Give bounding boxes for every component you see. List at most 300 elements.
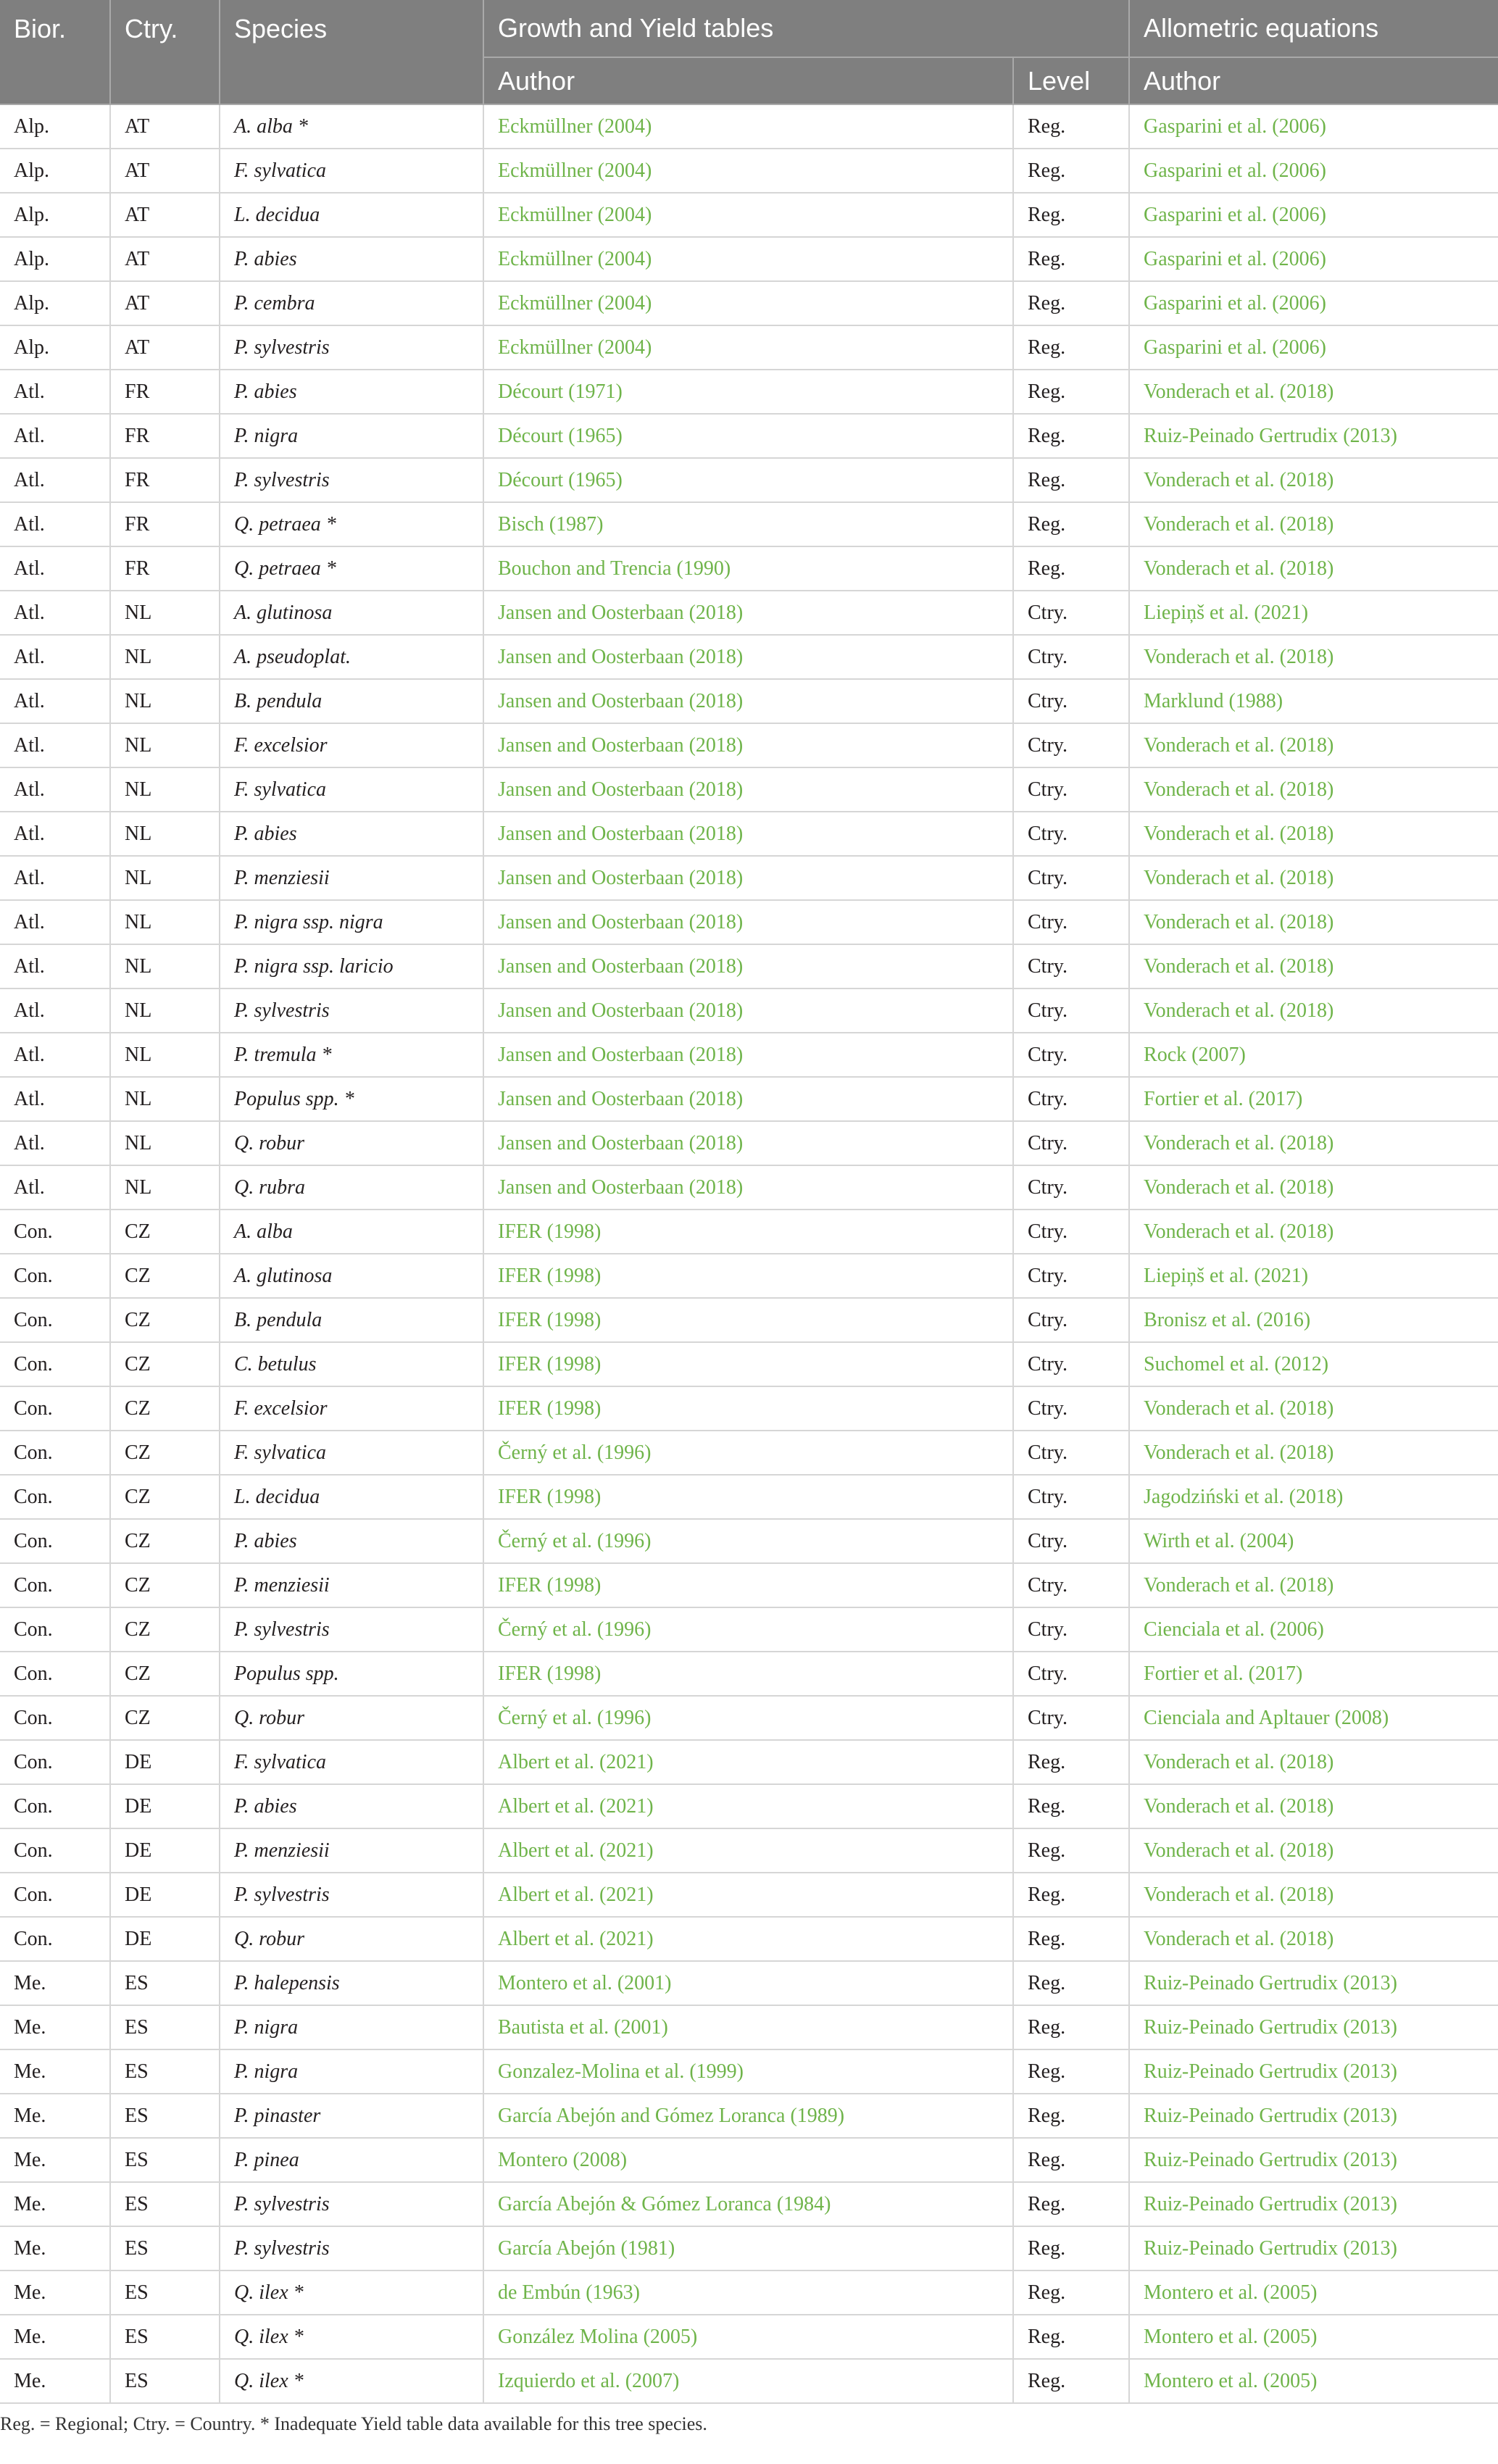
cell-level: Reg. bbox=[1013, 1784, 1129, 1828]
cell-growth-yield-author bbox=[483, 546, 1013, 591]
table-row bbox=[0, 1828, 1498, 1873]
cell-level: Ctry. bbox=[1013, 767, 1129, 812]
cell-level: Reg. bbox=[1013, 149, 1129, 193]
allometric-reference-link[interactable]: Vonderach et al. (2018) bbox=[1144, 1131, 1334, 1154]
cell-growth-yield-author bbox=[483, 1961, 1013, 2005]
cell-species: P. sylvestris bbox=[220, 2182, 483, 2226]
cell-growth-yield-author bbox=[483, 237, 1013, 281]
cell-species: Q. ilex * bbox=[220, 2315, 483, 2359]
allometric-reference-link[interactable]: Ruiz-Peinado Gertrudix (2013) bbox=[1144, 2015, 1397, 2039]
cell-biogeographic-region: Atl. bbox=[0, 458, 110, 502]
cell-biogeographic-region: Con. bbox=[0, 1210, 110, 1254]
growth-yield-reference-link[interactable]: IFER (1998) bbox=[498, 1308, 602, 1331]
growth-yield-reference-link[interactable]: Izquierdo et al. (2007) bbox=[498, 2369, 680, 2392]
cell-biogeographic-region: Me. bbox=[0, 2359, 110, 2403]
growth-yield-reference-link[interactable]: Černý et al. (1996) bbox=[498, 1618, 652, 1641]
cell-level: Ctry. bbox=[1013, 1563, 1129, 1607]
cell-allometric-author bbox=[1129, 281, 1498, 325]
table-row bbox=[0, 1740, 1498, 1784]
cell-country: CZ bbox=[110, 1431, 220, 1475]
cell-growth-yield-author bbox=[483, 635, 1013, 679]
cell-allometric-author bbox=[1129, 1475, 1498, 1519]
cell-species: P. nigra ssp. laricio bbox=[220, 944, 483, 988]
cell-biogeographic-region: Me. bbox=[0, 2049, 110, 2094]
cell-allometric-author bbox=[1129, 1165, 1498, 1210]
allometric-reference-link[interactable]: Vonderach et al. (2018) bbox=[1144, 1839, 1334, 1862]
cell-level: Ctry. bbox=[1013, 1696, 1129, 1740]
cell-level: Reg. bbox=[1013, 2315, 1129, 2359]
growth-yield-reference-link[interactable]: García Abejón (1981) bbox=[498, 2236, 675, 2260]
cell-level: Ctry. bbox=[1013, 1607, 1129, 1652]
cell-allometric-author bbox=[1129, 723, 1498, 767]
table-row bbox=[0, 193, 1498, 237]
growth-yield-reference-link[interactable]: Montero (2008) bbox=[498, 2148, 628, 2171]
cell-biogeographic-region: Con. bbox=[0, 1431, 110, 1475]
cell-country: ES bbox=[110, 1961, 220, 2005]
cell-country: DE bbox=[110, 1917, 220, 1961]
cell-allometric-author bbox=[1129, 1519, 1498, 1563]
table-row bbox=[0, 1254, 1498, 1298]
table-row bbox=[0, 546, 1498, 591]
allometric-reference-link[interactable]: Vonderach et al. (2018) bbox=[1144, 866, 1334, 889]
cell-level: Reg. bbox=[1013, 193, 1129, 237]
cell-growth-yield-author bbox=[483, 723, 1013, 767]
cell-species: P. sylvestris bbox=[220, 458, 483, 502]
cell-level: Ctry. bbox=[1013, 1431, 1129, 1475]
growth-yield-reference-link[interactable]: Černý et al. (1996) bbox=[498, 1529, 652, 1552]
cell-country: AT bbox=[110, 325, 220, 370]
cell-allometric-author bbox=[1129, 1210, 1498, 1254]
allometric-reference-link[interactable]: Liepiņš et al. (2021) bbox=[1144, 1264, 1309, 1287]
growth-yield-reference-link[interactable]: Bouchon and Trencia (1990) bbox=[498, 557, 731, 580]
cell-growth-yield-author bbox=[483, 1652, 1013, 1696]
table-row bbox=[0, 104, 1498, 149]
cell-level: Reg. bbox=[1013, 104, 1129, 149]
growth-yield-reference-link[interactable]: Bisch (1987) bbox=[498, 512, 604, 536]
growth-yield-reference-link[interactable]: Jansen and Oosterbaan (2018) bbox=[498, 822, 744, 845]
cell-growth-yield-author bbox=[483, 104, 1013, 149]
allometric-reference-link[interactable]: Ruiz-Peinado Gertrudix (2013) bbox=[1144, 2060, 1397, 2083]
cell-level: Reg. bbox=[1013, 1828, 1129, 1873]
cell-species: P. sylvestris bbox=[220, 1607, 483, 1652]
cell-allometric-author bbox=[1129, 414, 1498, 458]
table-row bbox=[0, 2315, 1498, 2359]
allometric-reference-link[interactable]: Vonderach et al. (2018) bbox=[1144, 512, 1334, 536]
allometric-reference-link[interactable]: Suchomel et al. (2012) bbox=[1144, 1352, 1329, 1375]
allometric-reference-link[interactable]: Vonderach et al. (2018) bbox=[1144, 999, 1334, 1022]
allometric-reference-link[interactable]: Ruiz-Peinado Gertrudix (2013) bbox=[1144, 424, 1397, 447]
cell-allometric-author bbox=[1129, 1386, 1498, 1431]
allometric-reference-link[interactable]: Ruiz-Peinado Gertrudix (2013) bbox=[1144, 2104, 1397, 2127]
cell-allometric-author bbox=[1129, 1254, 1498, 1298]
cell-growth-yield-author bbox=[483, 1077, 1013, 1121]
allometric-reference-link[interactable]: Gasparini et al. (2006) bbox=[1144, 336, 1326, 359]
allometric-reference-link[interactable]: Cienciala and Apltauer (2008) bbox=[1144, 1706, 1389, 1729]
allometric-reference-link[interactable]: Marklund (1988) bbox=[1144, 689, 1283, 712]
cell-level: Reg. bbox=[1013, 2005, 1129, 2049]
growth-yield-reference-link[interactable]: Bautista et al. (2001) bbox=[498, 2015, 668, 2039]
cell-biogeographic-region: Me. bbox=[0, 2138, 110, 2182]
cell-biogeographic-region: Con. bbox=[0, 1917, 110, 1961]
table-row bbox=[0, 1519, 1498, 1563]
growth-yield-reference-link[interactable]: Jansen and Oosterbaan (2018) bbox=[498, 1043, 744, 1066]
growth-yield-reference-link[interactable]: Eckmüllner (2004) bbox=[498, 159, 652, 182]
cell-allometric-author bbox=[1129, 1431, 1498, 1475]
cell-biogeographic-region: Con. bbox=[0, 1696, 110, 1740]
growth-yield-reference-link[interactable]: Albert et al. (2021) bbox=[498, 1883, 654, 1906]
allometric-reference-link[interactable]: Vonderach et al. (2018) bbox=[1144, 557, 1334, 580]
growth-yield-reference-link[interactable]: Eckmüllner (2004) bbox=[498, 291, 652, 315]
cell-growth-yield-author bbox=[483, 2094, 1013, 2138]
cell-species: F. sylvatica bbox=[220, 1740, 483, 1784]
cell-growth-yield-author bbox=[483, 900, 1013, 944]
cell-growth-yield-author bbox=[483, 1298, 1013, 1342]
cell-species: B. pendula bbox=[220, 1298, 483, 1342]
growth-yield-reference-link[interactable]: Jansen and Oosterbaan (2018) bbox=[498, 601, 744, 624]
table-row bbox=[0, 2049, 1498, 2094]
cell-growth-yield-author bbox=[483, 370, 1013, 414]
table-row bbox=[0, 1386, 1498, 1431]
cell-biogeographic-region: Con. bbox=[0, 1740, 110, 1784]
cell-growth-yield-author bbox=[483, 414, 1013, 458]
allometric-reference-link[interactable]: Vonderach et al. (2018) bbox=[1144, 1794, 1334, 1818]
growth-yield-reference-link[interactable]: Jansen and Oosterbaan (2018) bbox=[498, 910, 744, 933]
growth-yield-reference-link[interactable]: Eckmüllner (2004) bbox=[498, 336, 652, 359]
growth-yield-reference-link[interactable]: Jansen and Oosterbaan (2018) bbox=[498, 689, 744, 712]
cell-growth-yield-author bbox=[483, 1519, 1013, 1563]
table-row bbox=[0, 679, 1498, 723]
allometric-reference-link[interactable]: Vonderach et al. (2018) bbox=[1144, 1750, 1334, 1773]
allometric-reference-link[interactable]: Vonderach et al. (2018) bbox=[1144, 1927, 1334, 1950]
allometric-reference-link[interactable]: Vonderach et al. (2018) bbox=[1144, 822, 1334, 845]
header-species: Species bbox=[220, 0, 483, 104]
cell-allometric-author bbox=[1129, 1121, 1498, 1165]
cell-growth-yield-author bbox=[483, 502, 1013, 546]
table-row bbox=[0, 1298, 1498, 1342]
growth-yield-reference-link[interactable]: Albert et al. (2021) bbox=[498, 1750, 654, 1773]
cell-growth-yield-author bbox=[483, 1563, 1013, 1607]
cell-country: NL bbox=[110, 900, 220, 944]
cell-biogeographic-region: Alp. bbox=[0, 325, 110, 370]
cell-growth-yield-author bbox=[483, 1431, 1013, 1475]
cell-growth-yield-author bbox=[483, 1740, 1013, 1784]
cell-level: Ctry. bbox=[1013, 1475, 1129, 1519]
table-row bbox=[0, 1033, 1498, 1077]
allometric-reference-link[interactable]: Vonderach et al. (2018) bbox=[1144, 468, 1334, 491]
growth-yield-reference-link[interactable]: Jansen and Oosterbaan (2018) bbox=[498, 999, 744, 1022]
cell-level: Reg. bbox=[1013, 370, 1129, 414]
allometric-reference-link[interactable]: Fortier et al. (2017) bbox=[1144, 1087, 1303, 1110]
cell-biogeographic-region: Atl. bbox=[0, 1077, 110, 1121]
cell-growth-yield-author bbox=[483, 1254, 1013, 1298]
allometric-reference-link[interactable]: Vonderach et al. (2018) bbox=[1144, 1883, 1334, 1906]
growth-yield-reference-link[interactable]: Jansen and Oosterbaan (2018) bbox=[498, 778, 744, 801]
growth-yield-reference-link[interactable]: Albert et al. (2021) bbox=[498, 1839, 654, 1862]
cell-country: DE bbox=[110, 1784, 220, 1828]
growth-yield-reference-link[interactable]: Eckmüllner (2004) bbox=[498, 247, 652, 270]
growth-yield-reference-link[interactable]: Décourt (1965) bbox=[498, 424, 623, 447]
growth-yield-reference-link[interactable]: IFER (1998) bbox=[498, 1485, 602, 1508]
cell-country: ES bbox=[110, 2271, 220, 2315]
cell-allometric-author bbox=[1129, 2359, 1498, 2403]
growth-yield-reference-link[interactable]: Eckmüllner (2004) bbox=[498, 115, 652, 138]
cell-level: Reg. bbox=[1013, 414, 1129, 458]
table-row bbox=[0, 458, 1498, 502]
cell-growth-yield-author bbox=[483, 2182, 1013, 2226]
growth-yield-reference-link[interactable]: Montero et al. (2001) bbox=[498, 1971, 672, 1994]
cell-country: NL bbox=[110, 1033, 220, 1077]
cell-level: Ctry. bbox=[1013, 944, 1129, 988]
cell-species: P. halepensis bbox=[220, 1961, 483, 2005]
cell-biogeographic-region: Atl. bbox=[0, 1121, 110, 1165]
cell-country: ES bbox=[110, 2182, 220, 2226]
growth-yield-reference-link[interactable]: Jansen and Oosterbaan (2018) bbox=[498, 645, 744, 668]
allometric-reference-link[interactable]: Vonderach et al. (2018) bbox=[1144, 733, 1334, 757]
cell-biogeographic-region: Atl. bbox=[0, 988, 110, 1033]
cell-biogeographic-region: Atl. bbox=[0, 767, 110, 812]
allometric-reference-link[interactable]: Ruiz-Peinado Gertrudix (2013) bbox=[1144, 2236, 1397, 2260]
cell-allometric-author bbox=[1129, 1033, 1498, 1077]
cell-growth-yield-author bbox=[483, 2138, 1013, 2182]
cell-growth-yield-author bbox=[483, 1696, 1013, 1740]
cell-biogeographic-region: Atl. bbox=[0, 723, 110, 767]
cell-biogeographic-region: Atl. bbox=[0, 370, 110, 414]
cell-country: CZ bbox=[110, 1386, 220, 1431]
allometric-reference-link[interactable]: Vonderach et al. (2018) bbox=[1144, 910, 1334, 933]
cell-growth-yield-author bbox=[483, 2315, 1013, 2359]
table-row bbox=[0, 1607, 1498, 1652]
growth-yield-reference-link[interactable]: IFER (1998) bbox=[498, 1397, 602, 1420]
cell-species: P. sylvestris bbox=[220, 988, 483, 1033]
cell-species: P. menziesii bbox=[220, 1563, 483, 1607]
cell-country: NL bbox=[110, 944, 220, 988]
cell-country: DE bbox=[110, 1740, 220, 1784]
allometric-reference-link[interactable]: Vonderach et al. (2018) bbox=[1144, 778, 1334, 801]
cell-species: P. menziesii bbox=[220, 1828, 483, 1873]
growth-yield-reference-link[interactable]: Černý et al. (1996) bbox=[498, 1706, 652, 1729]
cell-species: B. pendula bbox=[220, 679, 483, 723]
cell-country: CZ bbox=[110, 1696, 220, 1740]
growth-yield-reference-link[interactable]: Gonzalez-Molina et al. (1999) bbox=[498, 2060, 744, 2083]
cell-country: DE bbox=[110, 1828, 220, 1873]
cell-level: Ctry. bbox=[1013, 1210, 1129, 1254]
cell-species: P. tremula * bbox=[220, 1033, 483, 1077]
cell-species: Q. robur bbox=[220, 1121, 483, 1165]
growth-yield-reference-link[interactable]: Jansen and Oosterbaan (2018) bbox=[498, 1087, 744, 1110]
cell-allometric-author bbox=[1129, 1740, 1498, 1784]
cell-level: Reg. bbox=[1013, 2226, 1129, 2271]
cell-growth-yield-author bbox=[483, 1873, 1013, 1917]
growth-yield-reference-link[interactable]: Jansen and Oosterbaan (2018) bbox=[498, 1175, 744, 1199]
cell-country: FR bbox=[110, 502, 220, 546]
cell-growth-yield-author bbox=[483, 1828, 1013, 1873]
growth-yield-reference-link[interactable]: Jansen and Oosterbaan (2018) bbox=[498, 866, 744, 889]
allometric-reference-link[interactable]: Gasparini et al. (2006) bbox=[1144, 203, 1326, 226]
cell-species: Q. ilex * bbox=[220, 2271, 483, 2315]
allometric-reference-link[interactable]: Gasparini et al. (2006) bbox=[1144, 247, 1326, 270]
growth-yield-reference-link[interactable]: Albert et al. (2021) bbox=[498, 1927, 654, 1950]
allometric-reference-link[interactable]: Vonderach et al. (2018) bbox=[1144, 645, 1334, 668]
cell-level: Ctry. bbox=[1013, 1165, 1129, 1210]
cell-country: NL bbox=[110, 635, 220, 679]
cell-level: Reg. bbox=[1013, 281, 1129, 325]
cell-country: NL bbox=[110, 1121, 220, 1165]
cell-biogeographic-region: Atl. bbox=[0, 635, 110, 679]
growth-yield-reference-link[interactable]: de Embún (1963) bbox=[498, 2281, 640, 2304]
cell-growth-yield-author bbox=[483, 149, 1013, 193]
cell-species: P. sylvestris bbox=[220, 2226, 483, 2271]
cell-species: P. abies bbox=[220, 1519, 483, 1563]
allometric-reference-link[interactable]: Vonderach et al. (2018) bbox=[1144, 954, 1334, 978]
cell-country: DE bbox=[110, 1873, 220, 1917]
cell-country: CZ bbox=[110, 1563, 220, 1607]
allometric-reference-link[interactable]: Liepiņš et al. (2021) bbox=[1144, 601, 1309, 624]
cell-biogeographic-region: Con. bbox=[0, 1784, 110, 1828]
growth-yield-reference-link[interactable]: Eckmüllner (2004) bbox=[498, 203, 652, 226]
cell-allometric-author bbox=[1129, 325, 1498, 370]
table-row bbox=[0, 2359, 1498, 2403]
cell-species: F. excelsior bbox=[220, 723, 483, 767]
cell-level: Reg. bbox=[1013, 2271, 1129, 2315]
cell-growth-yield-author bbox=[483, 1121, 1013, 1165]
cell-allometric-author bbox=[1129, 767, 1498, 812]
table-row bbox=[0, 591, 1498, 635]
cell-country: FR bbox=[110, 458, 220, 502]
cell-allometric-author bbox=[1129, 104, 1498, 149]
cell-level: Ctry. bbox=[1013, 900, 1129, 944]
growth-yield-reference-link[interactable]: Jansen and Oosterbaan (2018) bbox=[498, 733, 744, 757]
allometric-reference-link[interactable]: Ruiz-Peinado Gertrudix (2013) bbox=[1144, 1971, 1397, 1994]
cell-country: ES bbox=[110, 2138, 220, 2182]
table-row bbox=[0, 723, 1498, 767]
cell-country: CZ bbox=[110, 1652, 220, 1696]
cell-growth-yield-author bbox=[483, 679, 1013, 723]
allometric-reference-link[interactable]: Ruiz-Peinado Gertrudix (2013) bbox=[1144, 2192, 1397, 2215]
cell-country: FR bbox=[110, 370, 220, 414]
cell-allometric-author bbox=[1129, 1961, 1498, 2005]
growth-yield-reference-link[interactable]: González Molina (2005) bbox=[498, 2325, 698, 2348]
table-row bbox=[0, 988, 1498, 1033]
cell-species: F. sylvatica bbox=[220, 767, 483, 812]
allometric-reference-link[interactable]: Ruiz-Peinado Gertrudix (2013) bbox=[1144, 2148, 1397, 2171]
allometric-reference-link[interactable]: Rock (2007) bbox=[1144, 1043, 1246, 1066]
cell-growth-yield-author bbox=[483, 988, 1013, 1033]
cell-species: C. betulus bbox=[220, 1342, 483, 1386]
cell-growth-yield-author bbox=[483, 2005, 1013, 2049]
growth-yield-reference-link[interactable]: IFER (1998) bbox=[498, 1573, 602, 1597]
table-row bbox=[0, 1563, 1498, 1607]
table-row bbox=[0, 1121, 1498, 1165]
cell-allometric-author bbox=[1129, 2049, 1498, 2094]
header-biogeographic-region: Bior. bbox=[0, 0, 110, 104]
header-allometric-author: Author bbox=[1129, 57, 1498, 104]
cell-allometric-author bbox=[1129, 149, 1498, 193]
growth-yield-reference-link[interactable]: García Abejón & Gómez Loranca (1984) bbox=[498, 2192, 831, 2215]
allometric-reference-link[interactable]: Wirth et al. (2004) bbox=[1144, 1529, 1294, 1552]
growth-yield-reference-link[interactable]: Jansen and Oosterbaan (2018) bbox=[498, 1131, 744, 1154]
cell-growth-yield-author bbox=[483, 325, 1013, 370]
cell-biogeographic-region: Me. bbox=[0, 2094, 110, 2138]
table-row bbox=[0, 1961, 1498, 2005]
table-row bbox=[0, 2138, 1498, 2182]
cell-country: CZ bbox=[110, 1342, 220, 1386]
cell-level: Reg. bbox=[1013, 2094, 1129, 2138]
table-row bbox=[0, 281, 1498, 325]
cell-species: Q. rubra bbox=[220, 1165, 483, 1210]
allometric-reference-link[interactable]: Gasparini et al. (2006) bbox=[1144, 115, 1326, 138]
cell-country: NL bbox=[110, 812, 220, 856]
growth-yield-reference-link[interactable]: Jansen and Oosterbaan (2018) bbox=[498, 954, 744, 978]
allometric-reference-link[interactable]: Montero et al. (2005) bbox=[1144, 2325, 1318, 2348]
growth-yield-reference-link[interactable]: IFER (1998) bbox=[498, 1352, 602, 1375]
allometric-reference-link[interactable]: Vonderach et al. (2018) bbox=[1144, 380, 1334, 403]
allometric-reference-link[interactable]: Montero et al. (2005) bbox=[1144, 2281, 1318, 2304]
growth-yield-reference-link[interactable]: Albert et al. (2021) bbox=[498, 1794, 654, 1818]
cell-allometric-author bbox=[1129, 944, 1498, 988]
cell-growth-yield-author bbox=[483, 856, 1013, 900]
cell-biogeographic-region: Con. bbox=[0, 1298, 110, 1342]
cell-allometric-author bbox=[1129, 2271, 1498, 2315]
allometric-reference-link[interactable]: Jagodziński et al. (2018) bbox=[1144, 1485, 1344, 1508]
growth-yield-reference-link[interactable]: IFER (1998) bbox=[498, 1264, 602, 1287]
allometric-reference-link[interactable]: Vonderach et al. (2018) bbox=[1144, 1441, 1334, 1464]
table-row bbox=[0, 944, 1498, 988]
cell-country: ES bbox=[110, 2226, 220, 2271]
allometric-reference-link[interactable]: Vonderach et al. (2018) bbox=[1144, 1220, 1334, 1243]
cell-biogeographic-region: Alp. bbox=[0, 104, 110, 149]
growth-yield-reference-link[interactable]: García Abejón and Gómez Loranca (1989) bbox=[498, 2104, 845, 2127]
cell-level: Ctry. bbox=[1013, 988, 1129, 1033]
allometric-reference-link[interactable]: Fortier et al. (2017) bbox=[1144, 1662, 1303, 1685]
cell-country: AT bbox=[110, 281, 220, 325]
cell-growth-yield-author bbox=[483, 2226, 1013, 2271]
cell-allometric-author bbox=[1129, 635, 1498, 679]
allometric-reference-link[interactable]: Cienciala et al. (2006) bbox=[1144, 1618, 1324, 1641]
cell-level: Reg. bbox=[1013, 1961, 1129, 2005]
cell-species: Q. petraea * bbox=[220, 502, 483, 546]
cell-biogeographic-region: Con. bbox=[0, 1607, 110, 1652]
allometric-reference-link[interactable]: Gasparini et al. (2006) bbox=[1144, 159, 1326, 182]
cell-country: CZ bbox=[110, 1210, 220, 1254]
cell-allometric-author bbox=[1129, 812, 1498, 856]
growth-yield-reference-link[interactable]: Décourt (1971) bbox=[498, 380, 623, 403]
cell-growth-yield-author bbox=[483, 591, 1013, 635]
cell-biogeographic-region: Alp. bbox=[0, 237, 110, 281]
allometric-reference-link[interactable]: Gasparini et al. (2006) bbox=[1144, 291, 1326, 315]
cell-species: Q. robur bbox=[220, 1917, 483, 1961]
table-row bbox=[0, 1652, 1498, 1696]
cell-growth-yield-author bbox=[483, 2271, 1013, 2315]
cell-allometric-author bbox=[1129, 546, 1498, 591]
allometric-reference-link[interactable]: Montero et al. (2005) bbox=[1144, 2369, 1318, 2392]
allometric-reference-link[interactable]: Vonderach et al. (2018) bbox=[1144, 1397, 1334, 1420]
header-growth-yield-tables: Growth and Yield tables bbox=[483, 0, 1129, 57]
allometric-reference-link[interactable]: Vonderach et al. (2018) bbox=[1144, 1573, 1334, 1597]
growth-yield-reference-link[interactable]: IFER (1998) bbox=[498, 1220, 602, 1243]
allometric-reference-link[interactable]: Vonderach et al. (2018) bbox=[1144, 1175, 1334, 1199]
table-row bbox=[0, 856, 1498, 900]
growth-yield-reference-link[interactable]: Černý et al. (1996) bbox=[498, 1441, 652, 1464]
cell-allometric-author bbox=[1129, 1077, 1498, 1121]
allometric-reference-link[interactable]: Bronisz et al. (2016) bbox=[1144, 1308, 1311, 1331]
cell-allometric-author bbox=[1129, 988, 1498, 1033]
cell-species: P. abies bbox=[220, 237, 483, 281]
cell-growth-yield-author bbox=[483, 1210, 1013, 1254]
growth-yield-reference-link[interactable]: IFER (1998) bbox=[498, 1662, 602, 1685]
cell-biogeographic-region: Alp. bbox=[0, 149, 110, 193]
growth-yield-reference-link[interactable]: Décourt (1965) bbox=[498, 468, 623, 491]
cell-level: Ctry. bbox=[1013, 1519, 1129, 1563]
